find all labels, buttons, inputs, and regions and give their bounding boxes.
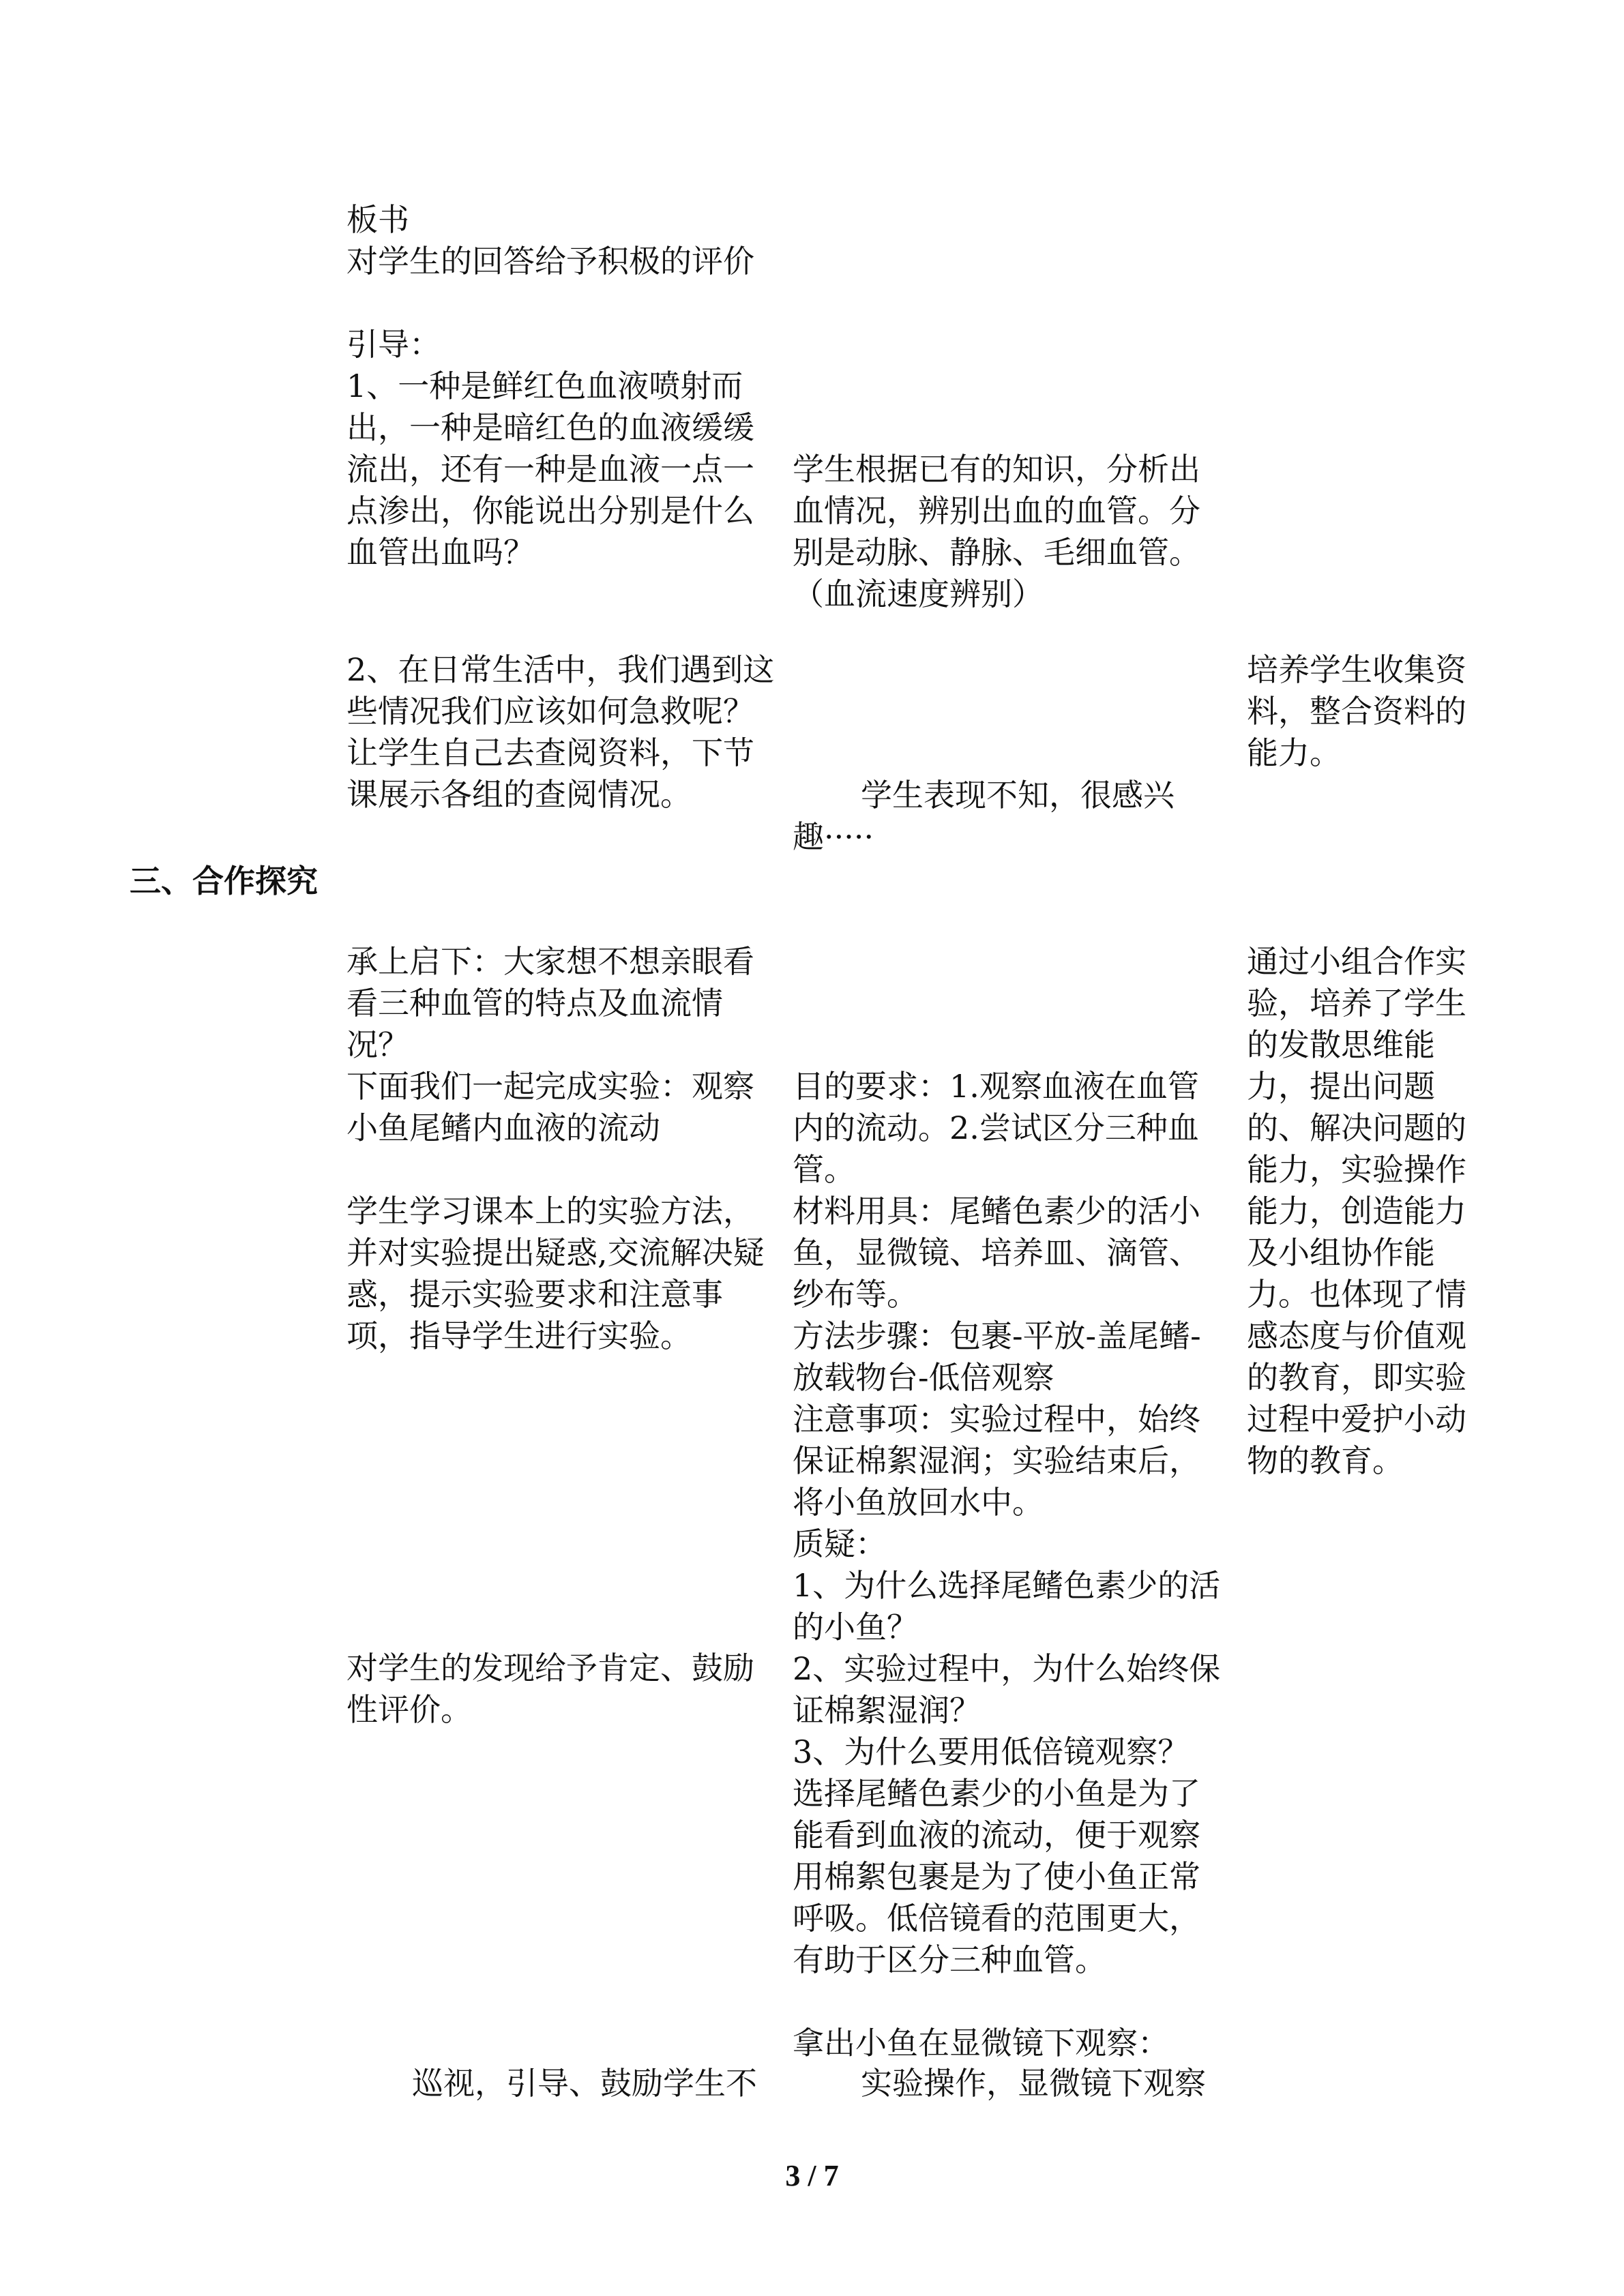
text-line: 验，培养了学生 [1247, 985, 1466, 1022]
page-number: 3 / 7 [785, 2159, 839, 2192]
text-line [793, 1981, 1220, 2023]
text-line: 学生学习课本上的实验方法， [346, 1193, 754, 1229]
text-line: 拿出小鱼在显微镜下观察： [793, 2025, 1169, 2061]
text-line: 流出，还有一种是血液一点一 [346, 451, 754, 488]
design-purpose-section3 [1247, 941, 1466, 1482]
text-line: 选择尾鳍色素少的小鱼是为了 [793, 1775, 1200, 1812]
student-activity-top [793, 449, 1200, 615]
text-line [346, 1149, 765, 1191]
text-line: 呼吸。低倍镜看的范围更大， [793, 1900, 1200, 1937]
text-line: 对学生的回答给予积极的评价 [346, 243, 754, 280]
teacher-activity-question2 [346, 649, 774, 816]
text-line: 能力。 [1247, 734, 1341, 771]
text-line: 管。 [793, 1151, 855, 1188]
text-line: 巡视，引导、鼓励学生不 [412, 2065, 757, 2102]
text-line: 注意事项：实验过程中，始终 [793, 1401, 1200, 1437]
text-line: 血情况，辨别出血的血管。分 [793, 492, 1200, 529]
text-line: 2、实验过程中，为什么始终保 [793, 1650, 1221, 1687]
text-line: 引导： [346, 326, 441, 363]
text-line: 1、为什么选择尾鳍色素少的活 [793, 1567, 1221, 1604]
text-line: 对学生的发现给予肯定、鼓励 [346, 1650, 754, 1686]
text-line: 能力，实验操作 [1247, 1151, 1466, 1188]
text-line [346, 282, 754, 324]
text-line: 让学生自己去查阅资料，下节 [346, 734, 754, 771]
text-line: 及小组协作能 [1247, 1234, 1435, 1271]
text-line: 保证棉絮湿润；实验结束后， [793, 1442, 1200, 1479]
teacher-activity-section3 [346, 941, 765, 1357]
text-line: 能力，创造能力 [1247, 1193, 1466, 1229]
text-line: 过程中爱护小动 [1247, 1401, 1466, 1437]
text-line: 血管出血吗？ [346, 534, 535, 571]
text-line: 用棉絮包裹是为了使小鱼正常 [793, 1858, 1200, 1895]
text-line: 下面我们一起完成实验：观察 [346, 1068, 754, 1105]
text-line: 方法步骤：包裹-平放-盖尾鳍- [793, 1317, 1201, 1354]
text-line: 通过小组合作实 [1247, 943, 1466, 980]
text-line: 能看到血液的流动，便于观察 [793, 1817, 1200, 1853]
text-line: 证棉絮湿润？ [793, 1692, 981, 1729]
text-line: 性评价。 [346, 1691, 472, 1728]
text-line: 力。也体现了情 [1247, 1276, 1466, 1313]
text-line: 实验操作，显微镜下观察 [861, 2065, 1206, 2102]
design-purpose-top [1247, 649, 1466, 774]
text-line: 质疑： [793, 1525, 887, 1562]
text-line: 的小鱼？ [793, 1609, 918, 1645]
text-line: 些情况我们应该如何急救呢？ [346, 693, 754, 730]
text-line: 看三种血管的特点及血流情 [346, 985, 723, 1022]
text-line: 学生根据已有的知识，分析出 [793, 451, 1200, 488]
text-line: 况？ [346, 1026, 409, 1063]
text-line: 课展示各组的查阅情况。 [346, 776, 692, 813]
text-line: 力，提出问题 [1247, 1068, 1435, 1105]
section-heading: 三、合作探究 [130, 863, 318, 899]
text-line: 出，一种是暗红色的血液缓缓 [346, 409, 754, 446]
text-line: 1、一种是鲜红色血液喷射而 [346, 368, 743, 404]
text-line: 鱼，显微镜、培养皿、滴管、 [793, 1234, 1200, 1271]
text-line: 感态度与价值观 [1247, 1317, 1466, 1354]
text-line: 物的教育。 [1247, 1442, 1404, 1479]
text-line: 项，指导学生进行实验。 [346, 1317, 692, 1354]
teacher-activity-last [412, 2063, 757, 2104]
text-line: 2、在日常生活中，我们遇到这 [346, 651, 775, 688]
text-line: 板书 [346, 201, 409, 238]
text-line: 趣····· [793, 818, 874, 855]
teacher-activity-top [346, 199, 754, 573]
text-line: 放载物台-低倍观察 [793, 1359, 1054, 1396]
text-line: 3、为什么要用低倍镜观察？ [793, 1733, 1190, 1770]
text-line: 的、解决问题的 [1247, 1109, 1466, 1146]
text-line: 点渗出，你能说出分别是什么 [346, 492, 754, 529]
text-line: 纱布等。 [793, 1276, 918, 1313]
text-line: 料，整合资料的 [1247, 693, 1466, 730]
text-line: 别是动脉、静脉、毛细血管。 [793, 534, 1200, 571]
text-line: 内的流动。2.尝试区分三种血 [793, 1109, 1199, 1146]
text-line: 小鱼尾鳍内血液的流动 [346, 1109, 660, 1146]
text-line: （血流速度辨别） [793, 576, 1044, 612]
student-activity-section3 [793, 1066, 1220, 2064]
text-line: 将小鱼放回水中。 [793, 1484, 1044, 1521]
text-line: 并对实验提出疑惑,交流解决疑 [346, 1234, 765, 1271]
text-line: 惑，提示实验要求和注意事 [346, 1276, 723, 1313]
teacher-evaluation [346, 1648, 754, 1731]
student-reaction [793, 775, 1175, 858]
text-line: 材料用具：尾鳍色素少的活小 [793, 1193, 1200, 1229]
text-line: 的发散思维能 [1247, 1026, 1435, 1063]
text-line: 学生表现不知，很感兴 [861, 777, 1175, 814]
text-line: 的教育，即实验 [1247, 1359, 1466, 1396]
text-line: 培养学生收集资 [1247, 651, 1466, 688]
student-activity-last [861, 2063, 1206, 2104]
text-line: 承上启下：大家想不想亲眼看 [346, 943, 754, 980]
text-line: 有助于区分三种血管。 [793, 1941, 1106, 1978]
text-line: 目的要求：1.观察血液在血管 [793, 1068, 1199, 1105]
